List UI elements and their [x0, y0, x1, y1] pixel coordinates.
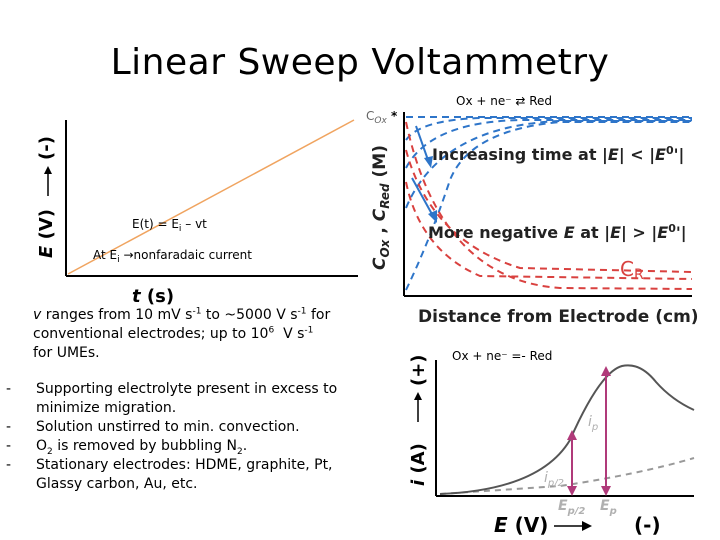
- cr-label: CR: [620, 257, 644, 283]
- potential-y-sign: (-): [36, 136, 57, 160]
- potential-note: At $E_i$ →nonfaradaic current: [93, 248, 252, 265]
- page-title: Linear Sweep Voltammetry: [110, 42, 610, 83]
- concentration-x-label: Distance from Electrode (cm): [418, 307, 699, 327]
- reaction-bottom: Ox + ne⁻ =- Red: [452, 349, 553, 363]
- list-item: - $O_2$ is removed by bubbling $N_2$.: [0, 437, 372, 456]
- voltammogram-curve: [440, 365, 694, 494]
- list-item: - Stationary electrodes: HDME, graphite, Pt, Glassy carbon, Au, etc.: [0, 456, 372, 494]
- potential-y-label: E (V): [36, 209, 57, 258]
- potential-equation: $E(t) = E_i$ – vt: [132, 217, 207, 234]
- potential-x-label: t (s): [132, 286, 175, 307]
- list-item: - Supporting electrolyte present in excess to minimize migration.: [0, 380, 372, 418]
- sweep-rate-line-3: for UMEs.: [33, 345, 100, 361]
- current-y-sign: (+): [408, 354, 429, 386]
- ip-label: $i_p$: [588, 414, 599, 433]
- sweep-rate-line-2: conventional electrodes; up to $10^6$ V $s^{-1}$: [33, 325, 314, 342]
- current-y-label: i (A): [408, 443, 429, 486]
- voltammogram-x-label: E (V): [494, 513, 549, 537]
- concentration-y-label: $C_{Ox}$ , $C_{Red}$ (M): [370, 145, 392, 270]
- reaction-top: Ox + ne⁻ ⇄ Red: [456, 94, 553, 108]
- sweep-rate-line-1: v ranges from 10 mV $s^{-1}$ to ~5000 V $s^{-1}$ for: [33, 306, 331, 323]
- ip2-label: $i_{p/2}$: [544, 470, 564, 489]
- ep2-label: $E_{p/2}$: [558, 498, 586, 517]
- bulk-label: $C_{Ox}$ *: [366, 109, 398, 126]
- voltammogram-x-sign: (-): [634, 513, 661, 537]
- baseline-curve: [440, 458, 694, 494]
- list-item: - Solution unstirred to min. convection.: [0, 418, 372, 437]
- ep-label: $E_p$: [600, 498, 617, 517]
- time-annotation: Increasing time at $|E| < |E^0'|$: [432, 144, 685, 164]
- potential-annotation: More negative E at $|E| > |E^0'|$: [428, 222, 687, 242]
